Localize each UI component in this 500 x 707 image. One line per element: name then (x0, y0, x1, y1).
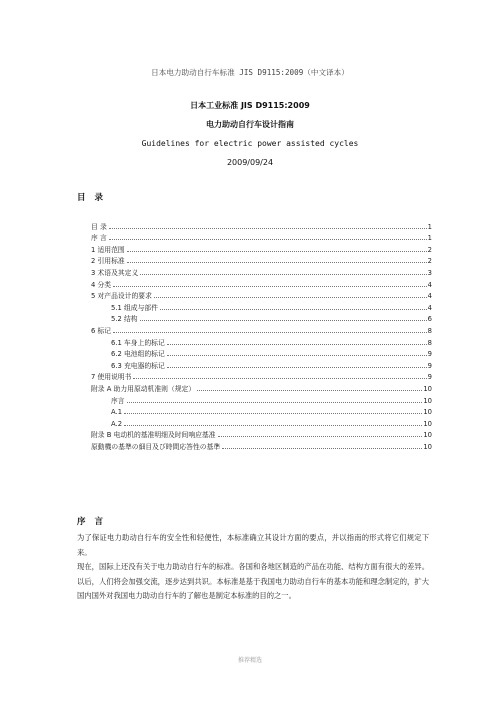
toc-entry[interactable] (91, 416, 432, 428)
toc-entry-label: 序言 (111, 396, 125, 405)
toc-entry-label: 3 术语及其定义 (91, 268, 139, 277)
toc-entry-label: 序 言 (91, 234, 107, 243)
toc-leader-dots (167, 355, 427, 356)
toc-leader-dots (167, 344, 427, 345)
toc-leader-dots (127, 251, 427, 252)
toc-entry-label: 6.2 电池组的标记 (111, 350, 165, 359)
toc-entry-label: 4 分类 (91, 280, 112, 289)
toc-entry[interactable] (91, 300, 432, 312)
toc-entry[interactable] (91, 405, 432, 417)
toc-entry[interactable] (91, 323, 432, 335)
toc-entry-page: 3 (427, 268, 432, 277)
toc-leader-dots (113, 332, 427, 333)
toc-entry-page: 8 (427, 338, 432, 347)
toc-entry-page: 4 (427, 292, 432, 301)
toc-entry[interactable] (91, 335, 432, 347)
toc-entry[interactable] (91, 381, 432, 393)
toc-leader-dots (133, 378, 426, 379)
toc-entry-page: 10 (423, 419, 432, 428)
toc-entry-page: 9 (427, 361, 432, 370)
toc-entry-label: 目 录 (91, 222, 107, 231)
toc-entry[interactable] (91, 358, 432, 370)
document-date: 2009/09/24 (226, 158, 274, 167)
toc-leader-dots (109, 228, 427, 229)
toc-leader-dots (167, 367, 427, 368)
document-title-english: Guidelines for electric power assisted cycles (141, 139, 359, 148)
title-block (0, 96, 500, 172)
preface-heading: 序 言 (77, 517, 106, 527)
toc-entry-page: 10 (423, 408, 432, 417)
toc-entry[interactable] (91, 277, 432, 289)
toc-entry-page: 9 (427, 373, 432, 382)
toc-entry[interactable] (91, 312, 432, 324)
toc-entry-page: 10 (423, 384, 432, 393)
toc-entry-page: 8 (427, 326, 432, 335)
toc-entry-page: 1 (427, 222, 432, 231)
toc-entry-label: 5.1 组成与部件 (111, 303, 158, 312)
toc-entry[interactable] (91, 254, 432, 266)
toc-entry-page: 10 (423, 396, 432, 405)
toc-entry-label: 附录 B 电动机的基准明细及时间响应基准 (91, 431, 216, 440)
toc-entry-page: 2 (427, 257, 432, 266)
toc-entry-label: 5.2 结构 (111, 315, 138, 324)
toc-entry-page: 4 (427, 303, 432, 312)
toc-entry[interactable] (91, 289, 432, 301)
toc-entry[interactable] (91, 231, 432, 243)
toc-leader-dots (109, 239, 427, 240)
toc-entry[interactable] (91, 439, 432, 451)
toc-entry-page: 2 (427, 245, 432, 254)
preface-paragraph: 为了保证电力助动自行车的安全性和轻便性，本标准确立其设计方面的要点，并以指南的形式将它们规定下来。 (77, 533, 429, 557)
toc-entry[interactable] (91, 393, 432, 405)
preface-paragraph: 现在，国际上还没有关于电力助动自行车的标准。各国和各地区制造的产品在功能、结构方面有很大的差异。以后，人们将会加强交流，逐步达到共识。本标准是基于我国电力助动自行车的基本功能和理念制定的，扩大国内国外对我国电力助动自行车的了解也是制定本标准的目的之一。 (77, 562, 429, 601)
toc-leader-dots (124, 413, 422, 414)
toc-entry-label: 6.3 充电器的标记 (111, 361, 165, 370)
toc-entry-label: 5 对产品设计的要求 (91, 292, 152, 301)
toc-entry-label: 7 使用说明书 (91, 373, 132, 382)
page-footer: 推荐精选 (237, 657, 262, 664)
toc-entry[interactable] (91, 219, 432, 231)
running-header: 日本电力助动自行车标准 JIS D9115:2009（中文译本） (151, 68, 349, 77)
toc-entry[interactable] (91, 265, 432, 277)
toc-entry-page: 6 (427, 315, 432, 324)
table-of-contents (91, 219, 432, 451)
toc-entry-label: A.1 (111, 408, 123, 417)
toc-entry-page: 1 (427, 234, 432, 243)
toc-leader-dots (124, 425, 422, 426)
toc-entry-label: 原動機の基準の細目及び時間応答性の基準 (91, 442, 221, 451)
toc-leader-dots (140, 274, 426, 275)
standard-number: 日本工业标准 JIS D9115:2009 (190, 101, 310, 110)
toc-leader-dots (160, 309, 427, 310)
document-title: 电力助动自行车设计指南 (206, 120, 294, 129)
toc-entry-page: 10 (423, 442, 432, 451)
toc-entry-label: A.2 (111, 419, 123, 428)
toc-entry-page: 9 (427, 350, 432, 359)
toc-leader-dots (127, 402, 423, 403)
toc-leader-dots (140, 320, 427, 321)
toc-heading: 目 录 (77, 193, 106, 203)
toc-entry-label: 2 引用标准 (91, 257, 125, 266)
toc-leader-dots (218, 436, 423, 437)
preface-body (77, 531, 429, 604)
toc-entry-label: 1 适用范围 (91, 245, 125, 254)
toc-entry-label: 6 标记 (91, 326, 112, 335)
toc-entry[interactable] (91, 370, 432, 382)
toc-leader-dots (113, 286, 427, 287)
toc-entry-label: 附录 A 助力用原动机准则（规定） (91, 384, 196, 393)
toc-leader-dots (197, 390, 422, 391)
toc-leader-dots (154, 297, 427, 298)
toc-entry[interactable] (91, 242, 432, 254)
toc-entry[interactable] (91, 347, 432, 359)
toc-entry-page: 10 (423, 431, 432, 440)
toc-entry[interactable] (91, 428, 432, 440)
toc-leader-dots (127, 262, 427, 263)
toc-leader-dots (222, 448, 422, 449)
toc-entry-label: 6.1 车身上的标记 (111, 338, 165, 347)
toc-entry-page: 4 (427, 280, 432, 289)
